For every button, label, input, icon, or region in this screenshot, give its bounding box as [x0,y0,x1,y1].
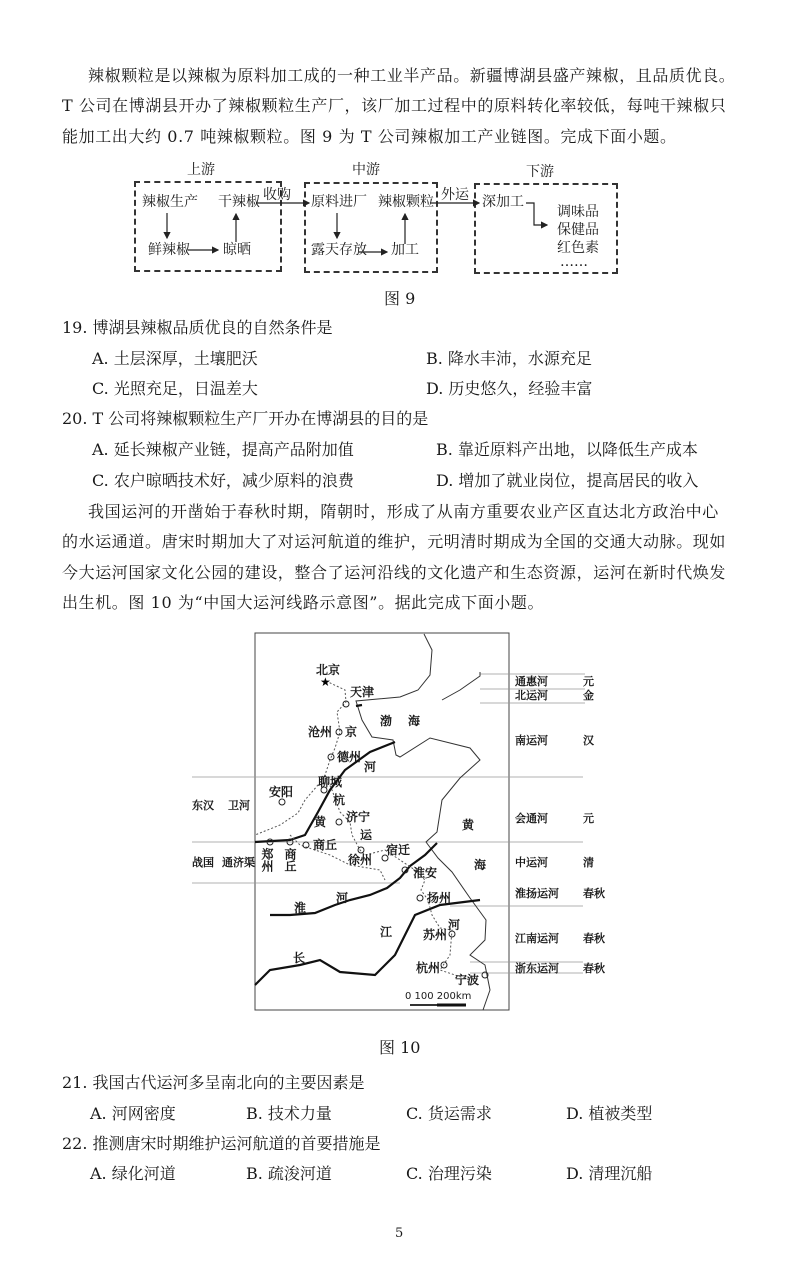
map-label: 扬州 [427,891,452,905]
q19-option-b[interactable]: B. 降水丰沛，水源充足 [426,349,592,368]
canal-label: 南运河 汉 [515,734,594,747]
svg-text:★: ★ [320,675,331,689]
canal-label: 北运河 金 [515,689,594,702]
page-number: 5 [395,1226,404,1241]
node: 晾晒 [223,242,251,258]
map-label: 郑州 [260,848,274,872]
node: 加工 [391,242,419,258]
q21-option-b[interactable]: B. 技术力量 [246,1104,332,1123]
q19-option-a[interactable]: A. 土层深厚，土壤肥沃 [92,349,258,368]
q22-option-d[interactable]: D. 清理沉船 [566,1164,653,1183]
q22-option-c[interactable]: C. 治理污染 [406,1164,492,1183]
link-label: 外运 [441,187,469,203]
q19-option-d[interactable]: D. 历史悠久，经验丰富 [426,379,593,398]
map-label: 聊城 [318,775,343,789]
map-label: 德州 [337,750,362,764]
node: 鲜辣椒 [148,242,190,258]
q22-option-b[interactable]: B. 疏浚河道 [246,1164,332,1183]
map-label: 海 [474,858,487,872]
canal-label: 淮扬运河 春秋 [515,887,605,900]
q20-stem: 20. T 公司将辣椒颗粒生产厂开办在博湖县的目的是 [62,409,429,428]
intro1-line: 能加工出大约 0.7 吨辣椒颗粒。图 9 为 T 公司辣椒加工产业链图。完成下面小题。 [62,127,677,146]
node: 调味品 [557,204,599,220]
q20-option-b[interactable]: B. 靠近原料产出地，以降低生产成本 [436,440,698,459]
q20-option-c[interactable]: C. 农户晾晒技术好，减少原料的浪费 [92,471,354,490]
map-label: 黄 [462,818,475,832]
upstream-title: 上游 [187,162,215,178]
map-label: 天津 [350,685,375,699]
canal-label: 东汉 卫河 [192,799,250,812]
map-label: 苏州 [423,928,448,942]
map-label: 济宁 [346,810,371,824]
map-label: 河 [336,891,349,905]
node: 原料进厂 [311,194,367,210]
map-label: 江 [380,925,393,939]
map-label: 宁波 [455,973,480,987]
map-label: 商丘 [283,848,297,872]
map-scale: 0 100 200km [405,991,472,1002]
figure-9-caption: 图 9 [384,289,416,308]
q19-stem: 19. 博湖县辣椒品质优良的自然条件是 [62,318,333,337]
map-label: 杭 [333,793,346,807]
map-label: 河 [448,918,461,932]
q21-option-d[interactable]: D. 植被类型 [566,1104,653,1123]
node: 保健品 [557,222,599,238]
node: 辣椒生产 [142,194,198,210]
q21-option-a[interactable]: A. 河网密度 [90,1104,176,1123]
canal-label: 会通河 元 [515,812,594,825]
node: …… [560,254,588,270]
intro1-line: 辣椒颗粒是以辣椒为原料加工成的一种工业半产品。新疆博湖县盛产辣椒，且品质优良。 [88,66,736,85]
q22-option-a[interactable]: A. 绿化河道 [90,1164,176,1183]
map-label: 杭州 [416,961,441,975]
canal-label: 战国 通济渠 [192,856,255,869]
downstream-title: 下游 [526,164,554,180]
link-label: 收购 [263,187,291,203]
intro1-line: T 公司在博湖县开办了辣椒颗粒生产厂，该厂加工过程中的原料转化率较低，每吨干辣椒只 [62,96,727,115]
map-label: 安阳 [269,785,294,799]
midstream-title: 中游 [352,162,380,178]
map-label: 徐州 [348,853,373,867]
node: 露天存放 [311,242,367,258]
q20-option-a[interactable]: A. 延长辣椒产业链，提高产品附加值 [92,440,354,459]
map-label: 沧州 [308,725,333,739]
map-label: 黄 [314,815,327,829]
map-label: 海 [408,714,421,728]
node: 深加工 [482,194,524,210]
map-label: 淮安 [413,866,438,880]
intro2-line: 的水运通道。唐宋时期加大了对运河航道的维护，元明清时期成为全国的交通大动脉。现如 [62,532,727,551]
q19-option-c[interactable]: C. 光照充足，日温差大 [92,379,258,398]
q20-option-d[interactable]: D. 增加了就业岗位，提高居民的收入 [436,471,699,490]
intro2-line: 今大运河国家文化公园的建设，整合了运河沿线的文化遗产和生态资源，运河在新时代焕发 [62,563,727,582]
q21-option-c[interactable]: C. 货运需求 [406,1104,492,1123]
q21-stem: 21. 我国古代运河多呈南北向的主要因素是 [62,1073,365,1092]
intro2-line: 出生机。图 10 为“中国大运河线路示意图”。据此完成下面小题。 [62,593,545,612]
map-label: 北京 [316,663,341,677]
node: 红色素 [557,240,599,256]
figure-10-caption: 图 10 [379,1038,421,1057]
map-label: 淮 [294,901,307,915]
map-label: 渤 [380,714,393,728]
map-label: 长 [293,951,306,965]
canal-label: 中运河 清 [515,856,594,869]
map-label: 京 [345,725,358,739]
map-label: 宿迁 [386,843,411,857]
intro2-line: 我国运河的开凿始于春秋时期，隋朝时，形成了从南方重要农业产区直达北方政治中心 [88,502,719,521]
canal-label: 通惠河 元 [515,675,594,688]
map-label: 河 [364,760,377,774]
q22-stem: 22. 推测唐宋时期维护运河航道的首要措施是 [62,1134,381,1153]
node: 辣椒颗粒 [378,194,434,210]
map-label: 商丘 [313,838,338,852]
canal-label: 江南运河 春秋 [515,932,605,945]
map-label: 运 [360,828,373,842]
node: 干辣椒 [218,194,260,210]
canal-label: 浙东运河 春秋 [515,962,605,975]
